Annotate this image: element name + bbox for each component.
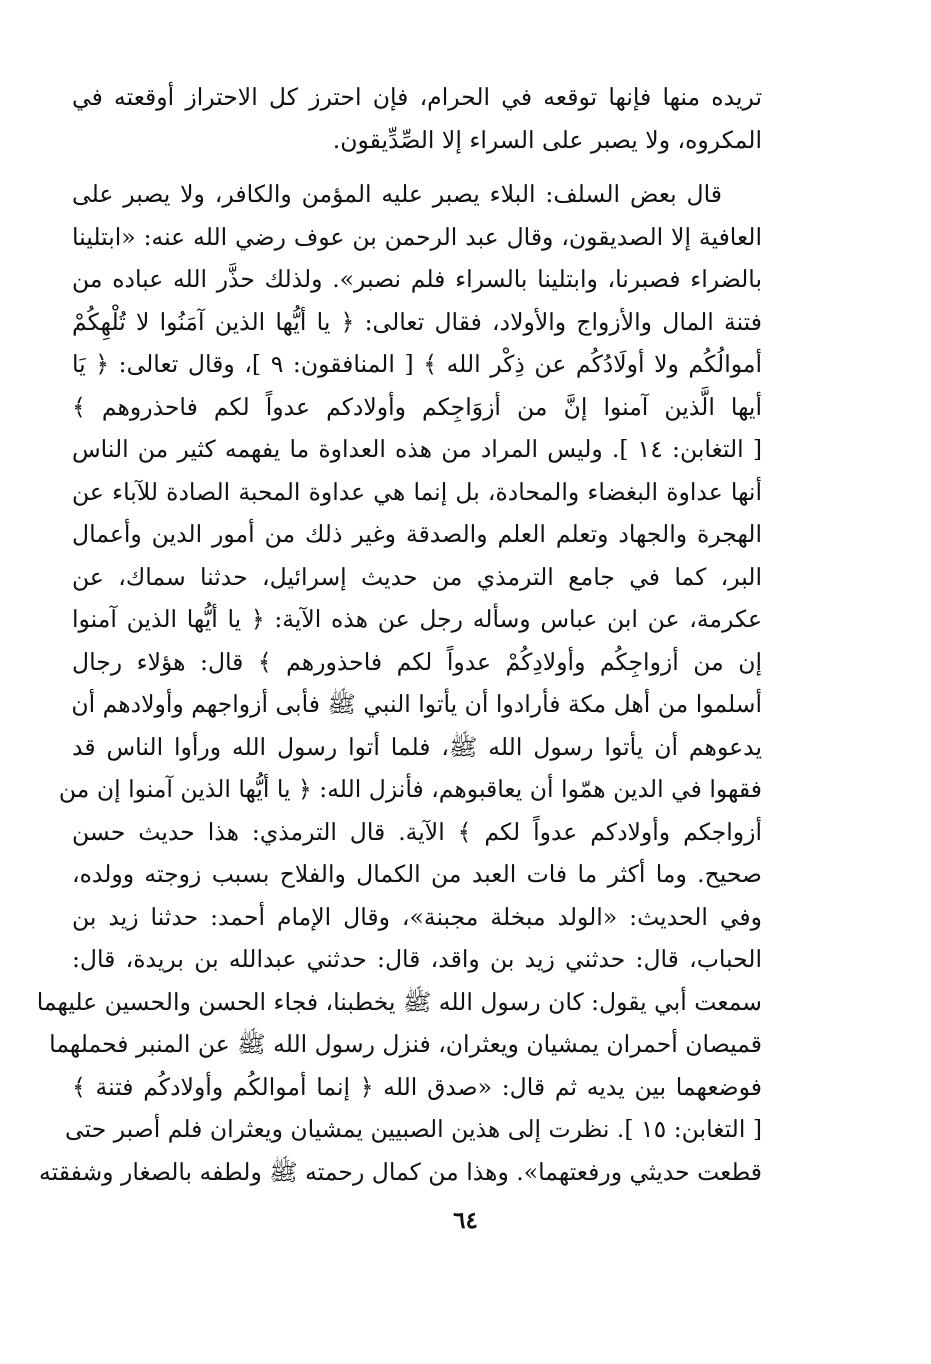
text-line: أموالُكُم ولا أولَادُكُم عن ذِكْر الله ﴾ [ المنافقون: ٩ ]، وقال تعالى: ﴿ يَا <box>72 350 762 378</box>
text-line: أسلموا من أهل مكة فأرادوا أن يأتوا النبي ﷺ فأبى أزواجهم وأولادهم أن <box>71 690 762 718</box>
text-line: قميصان أحمران يمشيان ويعثران، فنزل رسول الله ﷺ عن المنبر فحملهما <box>49 1030 762 1058</box>
paragraph-1 <box>72 76 762 161</box>
text-line: فوضعهما بين يديه ثم قال: «صدق الله ﴿ إنما أموالكُم وأولادكُم فتنة ﴾ <box>72 1072 762 1101</box>
paragraph-spacer <box>72 161 762 173</box>
text-line: الهجرة والجهاد وتعلم العلم والصدقة وغير ذلك من أمور الدين وأعمال <box>72 520 762 548</box>
text-line: إن من أزواجِكُم وأولادِكُمْ عدواً لكم فاحذورهم ﴾ قال: هؤلاء رجال <box>72 647 762 676</box>
text-line: أيها الَّذين آمنوا إنَّ من أزوَاجِكم وأولادكم عدواً لكم فاحذروهم ﴾ <box>72 392 762 421</box>
text-line: قطعت حديثي ورفعتهما». وهذا من كمال رحمته ﷺ ولطفه بالصغار وشفقته <box>39 1157 762 1186</box>
text-line: تريده منها فإنها توقعه في الحرام، فإن احترز كل الاحتراز أوقعته في <box>72 83 762 111</box>
text-line: أنها عداوة البغضاء والمحادة، بل إنما هي عداوة المحبة الصادة للآباء عن <box>72 477 762 506</box>
text-line: يدعوهم أن يأتوا رسول الله ﷺ، فلما أتوا رسول الله ورأوا الناس قد <box>72 732 762 761</box>
text-line: المكروه، ولا يصبر على السراء إلا الصِّدِّيقون. <box>332 125 762 154</box>
text-line: العافية إلا الصديقون، وقال عبد الرحمن بن عوف رضي الله عنه: «ابتلينا <box>72 222 762 251</box>
text-line: وفي الحديث: «الولد مبخلة مجبنة»، وقال الإمام أحمد: حدثنا زيد بن <box>72 902 762 931</box>
text-line: [ التغابن: ١٤ ]. وليس المراد من هذه العداوة ما يفهمه كثير من الناس <box>72 435 762 463</box>
text-line: فقهوا في الدين همّوا أن يعاقبوهم، فأنزل الله: ﴿ يا أيُّها الذين آمنوا إن من <box>58 775 762 803</box>
text-line: بالضراء فصبرنا، وابتلينا بالسراء فلم نصبر». ولذلك حذَّر الله عباده من <box>72 265 762 293</box>
text-line: صحيح. وما أكثر ما فات العبد من الكمال والفلاح بسبب زوجته وولده، <box>72 860 762 888</box>
book-page-body <box>36 76 762 1193</box>
text-line: عكرمة، عن ابن عباس وسأله رجل عن هذه الآية: ﴿ يا أيُّها الذين آمنوا <box>72 605 762 633</box>
text-line: أزواجكم وأولادكم عدواً لكم ﴾ الآية. قال الترمذي: هذا حديث حسن <box>72 817 762 846</box>
text-line: الحباب، قال: حدثني زيد بن واقد، قال: حدثني عبدالله بن بريدة، قال: <box>72 945 762 973</box>
text-line: البر، كما في جامع الترمذي من حديث إسرائيل، حدثنا سماك، عن <box>72 562 762 591</box>
page-number: ٦٤ <box>453 1207 478 1234</box>
text-line: سمعت أبي يقول: كان رسول الله ﷺ يخطبنا، فجاء الحسن والحسين عليهما <box>36 987 762 1016</box>
paragraph-2 <box>36 173 762 1193</box>
text-line: [ التغابن: ١٥ ]. نظرت إلى هذين الصبيين يمشيان ويعثران فلم أصبر حتى <box>65 1115 762 1143</box>
text-line: قال بعض السلف: البلاء يصبر عليه المؤمن والكافر، ولا يصبر على <box>72 180 722 208</box>
text-line: فتنة المال والأزواج والأولاد، فقال تعالى: ﴿ يا أيُّها الذين آمَنُوا لا تُلْهِكُمْ <box>72 307 762 336</box>
